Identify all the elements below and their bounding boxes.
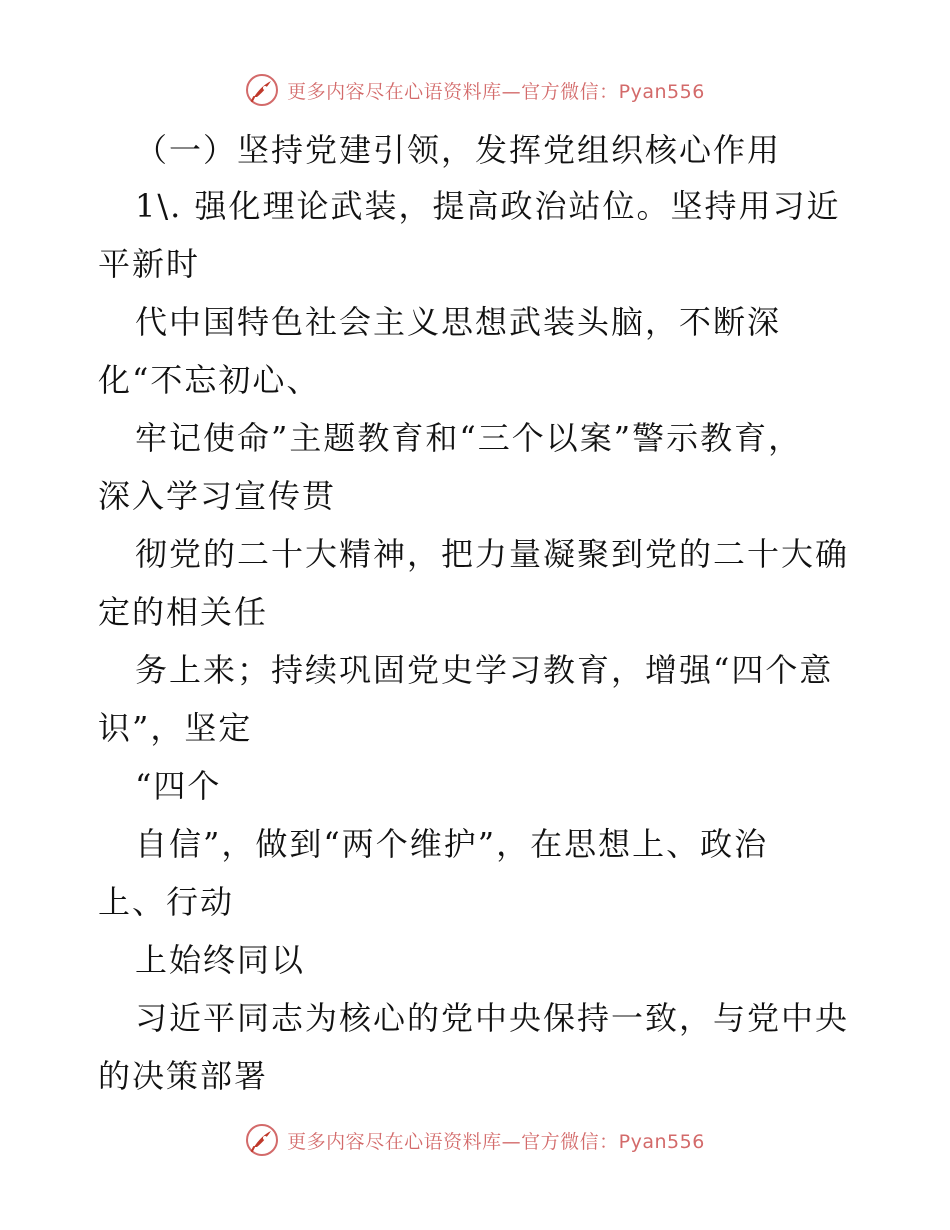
quill-pen-logo-icon <box>245 1123 279 1157</box>
paragraph-line: 务上来；持续巩固党史学习教育，增强“四个意 <box>135 651 834 689</box>
watermark-text: 更多内容尽在心语资料库—官方微信：Pyan556 <box>287 80 705 103</box>
paragraph-line: 定的相关任 <box>98 593 269 631</box>
paragraph-line: 识”，坚定 <box>98 709 253 747</box>
paragraph-line: 习近平同志为核心的党中央保持一致，与党中央 <box>135 999 850 1037</box>
paragraph-line: 化“不忘初心、 <box>98 361 321 399</box>
paragraph-line: 上、行动 <box>98 883 235 921</box>
paragraph-line: 自信”，做到“两个维护”，在思想上、政治 <box>135 825 769 863</box>
paragraph-line: 深入学习宣传贯 <box>98 477 337 515</box>
paragraph-line: 平新时 <box>98 245 201 283</box>
paragraph-line: 彻党的二十大精神，把力量凝聚到党的二十大确 <box>135 535 850 573</box>
paragraph-line: 1\. 强化理论武装，提高政治站位。坚持用习近 <box>135 187 841 225</box>
watermark-text: 更多内容尽在心语资料库—官方微信：Pyan556 <box>287 1130 705 1153</box>
paragraph-line: 代中国特色社会主义思想武装头脑，不断深 <box>135 303 782 341</box>
paragraph-line: “四个 <box>135 767 222 805</box>
paragraph-line: 牢记使命”主题教育和“三个以案”警示教育， <box>135 419 803 457</box>
quill-pen-logo-icon <box>245 73 279 107</box>
header-watermark <box>0 68 950 112</box>
footer-watermark <box>0 1118 950 1162</box>
paragraph-line: 上始终同以 <box>135 941 306 979</box>
paragraph-line: 的决策部署 <box>98 1057 269 1095</box>
section-heading: （一）坚持党建引领，发挥党组织核心作用 <box>135 131 782 169</box>
